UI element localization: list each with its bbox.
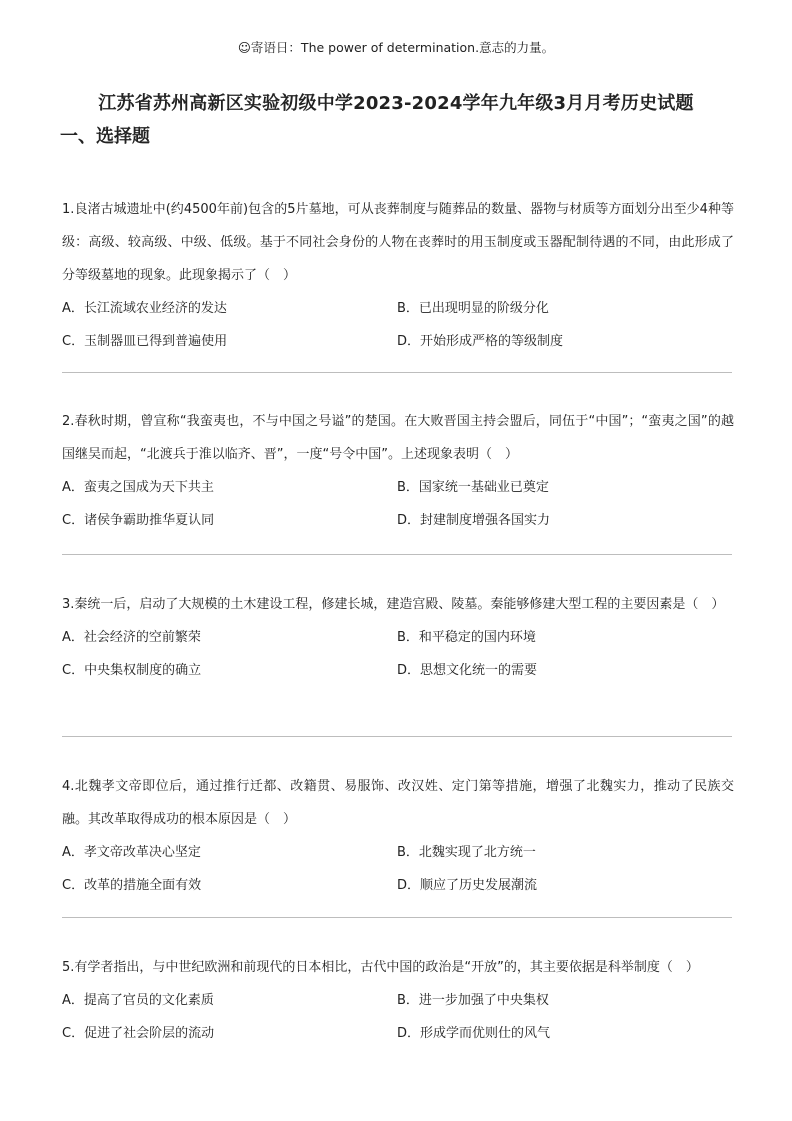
question-stem: 2.春秋时期，曾宣称“我蛮夷也，不与中国之号谥”的楚国。在大败晋国主持会盟后，同伍于“中国”；“蛮夷之国”的越国继吴而起，“北渡兵于淮以临齐、晋”，一度“号令中国”。上述现象表明（ ） [62, 414, 734, 462]
option-b: B．和平稳定的国内环境 [397, 630, 536, 645]
option-a: A．蛮夷之国成为天下共主 [62, 480, 214, 495]
option-c: C．促进了社会阶层的流动 [62, 1026, 215, 1041]
option-b: B．已出现明显的阶级分化 [397, 301, 549, 316]
exam-title: 江苏省苏州高新区实验初级中学2023-2024学年九年级3月月考历史试题 [98, 93, 694, 114]
divider [62, 372, 732, 373]
question-3 [62, 588, 734, 687]
question-1 [62, 193, 734, 358]
option-d: D．开始形成严格的等级制度 [397, 334, 564, 349]
option-c: C．中央集权制度的确立 [62, 663, 202, 678]
option-a: A．社会经济的空前繁荣 [62, 630, 201, 645]
question-stem: 5.有学者指出，与中世纪欧洲和前现代的日本相比，古代中国的政治是“开放”的，其主要依据是科举制度（ ） [62, 960, 699, 975]
option-c: C．玉制器皿已得到普遍使用 [62, 334, 228, 349]
question-5 [62, 951, 734, 1050]
option-b: B．进一步加强了中央集权 [397, 993, 549, 1008]
option-list [62, 621, 734, 687]
divider [62, 736, 732, 737]
option-a: A．孝文帝改革决心坚定 [62, 845, 201, 860]
option-list [62, 984, 734, 1050]
option-d: D．形成学而优则仕的风气 [397, 1026, 551, 1041]
option-b: B．北魏实现了北方统一 [397, 845, 536, 860]
option-d: D．思想文化统一的需要 [397, 663, 538, 678]
option-a: A．提高了官员的文化素质 [62, 993, 214, 1008]
divider [62, 554, 732, 555]
question-4 [62, 770, 734, 902]
question-stem: 4.北魏孝文帝即位后，通过推行迁都、改籍贯、易服饰、改汉姓、定门第等措施，增强了北魏实力，推动了民族交融。其改革取得成功的根本原因是（ ） [62, 779, 734, 827]
option-list [62, 471, 734, 537]
option-a: A．长江流域农业经济的发达 [62, 301, 227, 316]
motto-line: ☺寄语日：The power of determination.意志的力量。 [237, 40, 555, 55]
question-stem: 1.良渚古城遗址中(约4500年前)包含的5片墓地，可从丧葬制度与随葬品的数量、器物与材质等方面划分出至少4种等级：高级、较高级、中级、低级。基于不同社会身份的人物在丧葬时的用玉制度或玉器配制待遇的不同，由此形成了分等级墓地的现象。此现象揭示了（ ） [62, 202, 734, 283]
option-c: C．改革的措施全面有效 [62, 878, 202, 893]
option-d: D．顺应了历史发展潮流 [397, 878, 538, 893]
divider [62, 917, 732, 918]
question-stem: 3.秦统一后，启动了大规模的土木建设工程，修建长城，建造宫殿、陵墓。秦能够修建大型工程的主要因素是（ ） [62, 597, 725, 612]
question-2 [62, 405, 734, 537]
option-c: C．诸侯争霸助推华夏认同 [62, 513, 215, 528]
option-list [62, 292, 734, 358]
option-list [62, 836, 734, 902]
section-heading: 一、选择题 [60, 126, 150, 147]
option-b: B．国家统一基础业已奠定 [397, 480, 549, 495]
option-d: D．封建制度增强各国实力 [397, 513, 551, 528]
